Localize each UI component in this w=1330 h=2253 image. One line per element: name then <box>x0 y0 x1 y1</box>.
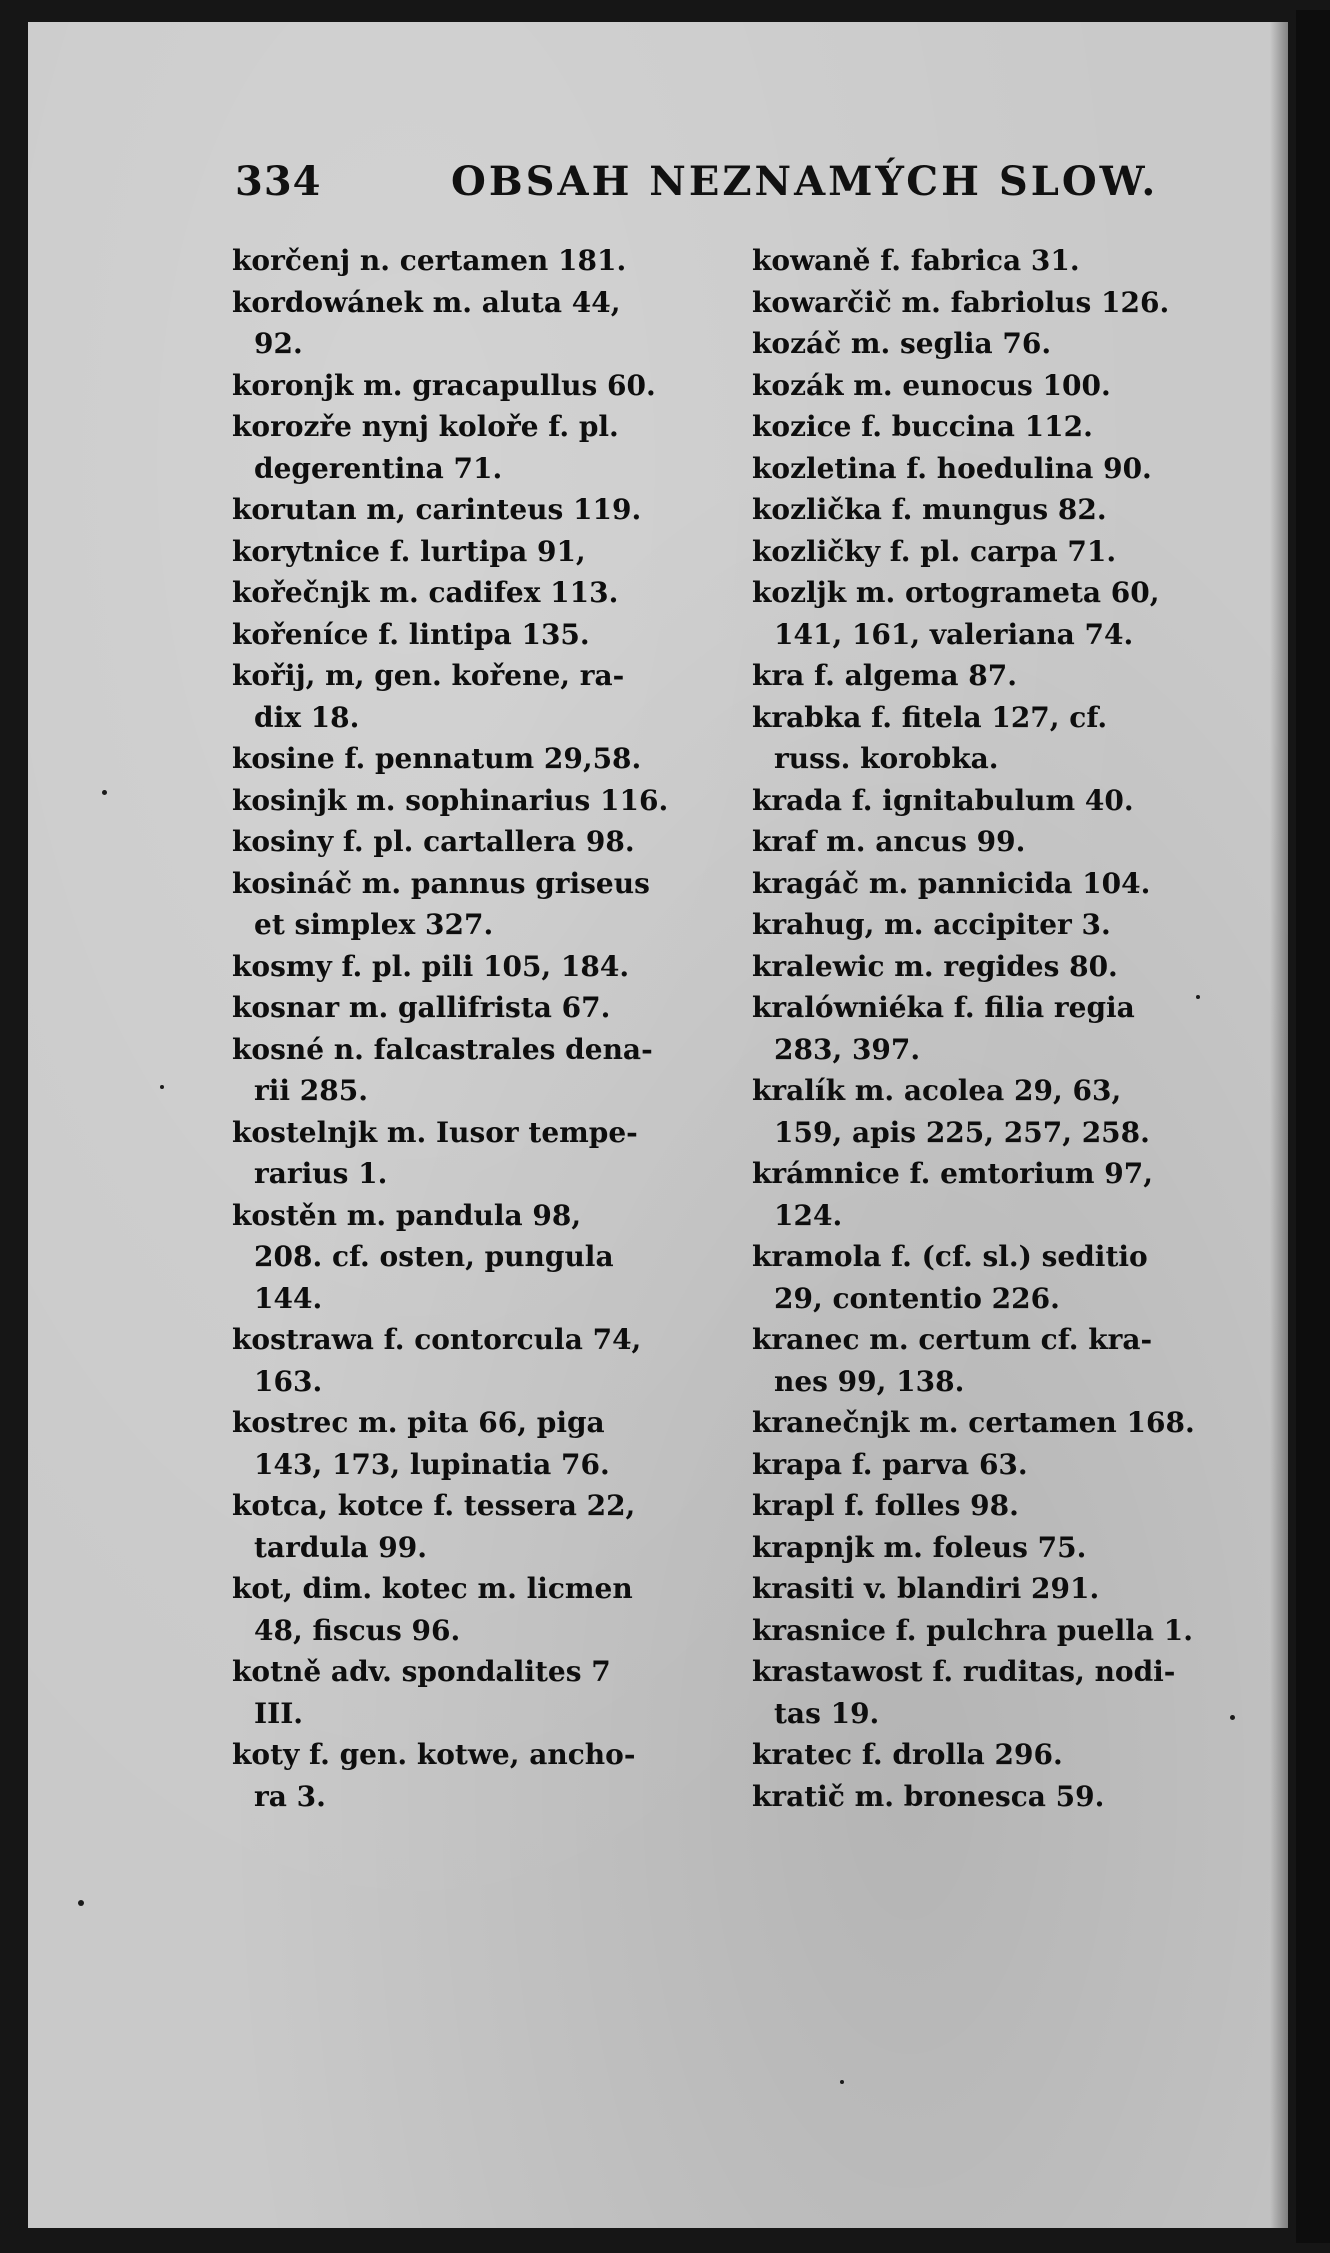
entry-line: kotně adv. spondalites 7 <box>232 1655 611 1688</box>
entry-line: kratič m. bronesca 59. <box>752 1779 1105 1813</box>
entry-line: krapa f. parva 63. <box>752 1447 1028 1481</box>
scan-speck <box>160 1085 164 1089</box>
entry-line: kořij, m, gen. kořene, ra- <box>232 659 625 692</box>
entry-line: kralewic m. regides 80. <box>752 949 1118 983</box>
entry-line: kranečnjk m. certamen 168. <box>752 1406 1195 1439</box>
entry-line: 29, contentio 226. <box>774 1281 1060 1315</box>
entry-line: kosné n. falcastrales dena- <box>232 1032 653 1066</box>
entry-line: 48, fiscus 96. <box>254 1613 461 1647</box>
running-head <box>205 150 1159 210</box>
entry-line: kraf m. ancus 99. <box>752 825 1026 858</box>
entry-line: krapl f. folles 98. <box>752 1489 1019 1522</box>
entry-line: 159, apis 225, 257, 258. <box>774 1115 1150 1149</box>
gutter-shadow <box>1270 22 1288 2228</box>
entry-line: 141, 161, valeriana 74. <box>774 617 1134 651</box>
entry-line: korutan m, carinteus 119. <box>232 493 642 526</box>
page-title: OBSAH NEZNAMÝCH SLOW. <box>451 158 1159 205</box>
entry-line: kozličky f. pl. carpa 71. <box>752 534 1117 568</box>
entry-line: kosine f. pennatum 29,58. <box>232 742 642 775</box>
entry-line: kratec f. drolla 296. <box>752 1738 1063 1771</box>
entry-line: kowaně f. fabrica 31. <box>752 244 1080 277</box>
entry-line: 143, 173, lupinatia 76. <box>254 1447 610 1481</box>
entry-line: 92. <box>254 327 303 360</box>
entry-line: kostrec m. pita 66, piga <box>232 1406 605 1439</box>
entry-line: korozře nynj koloře f. pl. <box>232 410 619 443</box>
entry-line: 163. <box>254 1364 323 1398</box>
entry-line: krasnice f. pulchra puella 1. <box>752 1613 1193 1647</box>
entry-line: koronjk m. gracapullus 60. <box>232 368 656 402</box>
entry-line: krapnjk m. foleus 75. <box>752 1530 1087 1564</box>
entry-line: kořeníce f. lintipa 135. <box>232 617 590 651</box>
entry-line: kosinjk m. sophinarius 116. <box>232 783 669 817</box>
entry-line: krada f. ignitabulum 40. <box>752 783 1134 817</box>
entry-line: kostrawa f. contorcula 74, <box>232 1323 642 1356</box>
entry-line: kot, dim. kotec m. licmen <box>232 1572 633 1605</box>
entry-line: 283, 397. <box>774 1032 921 1066</box>
entry-line: kořečnjk m. cadifex 113. <box>232 576 619 609</box>
entry-line: kozice f. buccina 112. <box>752 410 1093 443</box>
entry-line: ra 3. <box>254 1779 326 1813</box>
entry-line: kostelnjk m. Iusor tempe- <box>232 1115 638 1149</box>
scan-speck <box>78 1900 84 1906</box>
scan-speck <box>1230 1715 1235 1720</box>
entry-line: rii 285. <box>254 1074 368 1107</box>
entry-line: kra f. algema 87. <box>752 659 1017 692</box>
entry-line: nes 99, 138. <box>774 1364 965 1398</box>
facing-page-edge <box>1296 10 1330 2243</box>
entry-line: kowarčič m. fabriolus 126. <box>752 285 1170 319</box>
entry-line: kralík m. acolea 29, 63, <box>752 1074 1122 1107</box>
entry-line: kotca, kotce f. tessera 22, <box>232 1489 636 1522</box>
entry-line: kosnar m. gallifrista 67. <box>232 991 611 1024</box>
entry-line: krasiti v. blandiri 291. <box>752 1572 1100 1605</box>
entry-line: kranec m. certum cf. kra- <box>752 1323 1153 1356</box>
entry-line: korytnice f. lurtipa 91, <box>232 534 586 568</box>
entry-line: krámnice f. emtorium 97, <box>752 1157 1153 1190</box>
entry-line: tardula 99. <box>254 1530 428 1564</box>
entry-line: kozlička f. mungus 82. <box>752 493 1107 526</box>
entry-line: kozáč m. seglia 76. <box>752 327 1052 360</box>
entry-line: kosiny f. pl. cartallera 98. <box>232 825 635 858</box>
left-column <box>232 240 704 1817</box>
entry-line: III. <box>254 1696 304 1730</box>
entry-line: krastawost f. ruditas, nodi- <box>752 1655 1176 1688</box>
entry-line: 124. <box>774 1198 843 1232</box>
entry-line: kosmy f. pl. pili 105, 184. <box>232 949 630 983</box>
entry-line: koty f. gen. kotwe, ancho- <box>232 1738 636 1771</box>
entry-line: kosináč m. pannus griseus <box>232 866 650 900</box>
entry-line: rarius 1. <box>254 1157 388 1190</box>
scan-speck <box>1196 995 1200 999</box>
entry-line: 144. <box>254 1281 323 1315</box>
entry-line: degerentina 71. <box>254 451 503 485</box>
entry-line: kralówniéka f. filia regia <box>752 991 1135 1024</box>
scan-speck <box>840 2080 844 2084</box>
entry-line: kozljk m. ortogrameta 60, <box>752 576 1160 609</box>
entry-line: krabka f. fitela 127, cf. <box>752 700 1108 734</box>
entry-line: tas 19. <box>774 1696 880 1730</box>
entry-line: kordowánek m. aluta 44, <box>232 285 621 319</box>
entry-line: kramola f. (cf. sl.) seditio <box>752 1240 1148 1273</box>
entry-line: krahug, m. accipiter 3. <box>752 908 1111 941</box>
entry-line: et simplex 327. <box>254 908 494 941</box>
entry-line: kozletina f. hoedulina 90. <box>752 451 1152 485</box>
entry-line: kozák m. eunocus 100. <box>752 368 1111 402</box>
entry-line: 208. cf. osten, pungula <box>254 1240 614 1273</box>
scan-speck <box>102 790 107 795</box>
entry-line: dix 18. <box>254 700 360 734</box>
entry-line: kostěn m. pandula 98, <box>232 1198 582 1232</box>
right-column <box>752 240 1222 1817</box>
page-number: 334 <box>235 158 322 205</box>
entry-line: kragáč m. pannicida 104. <box>752 866 1151 900</box>
entry-line: korčenj n. certamen 181. <box>232 244 627 277</box>
entry-line: russ. korobka. <box>774 742 999 775</box>
